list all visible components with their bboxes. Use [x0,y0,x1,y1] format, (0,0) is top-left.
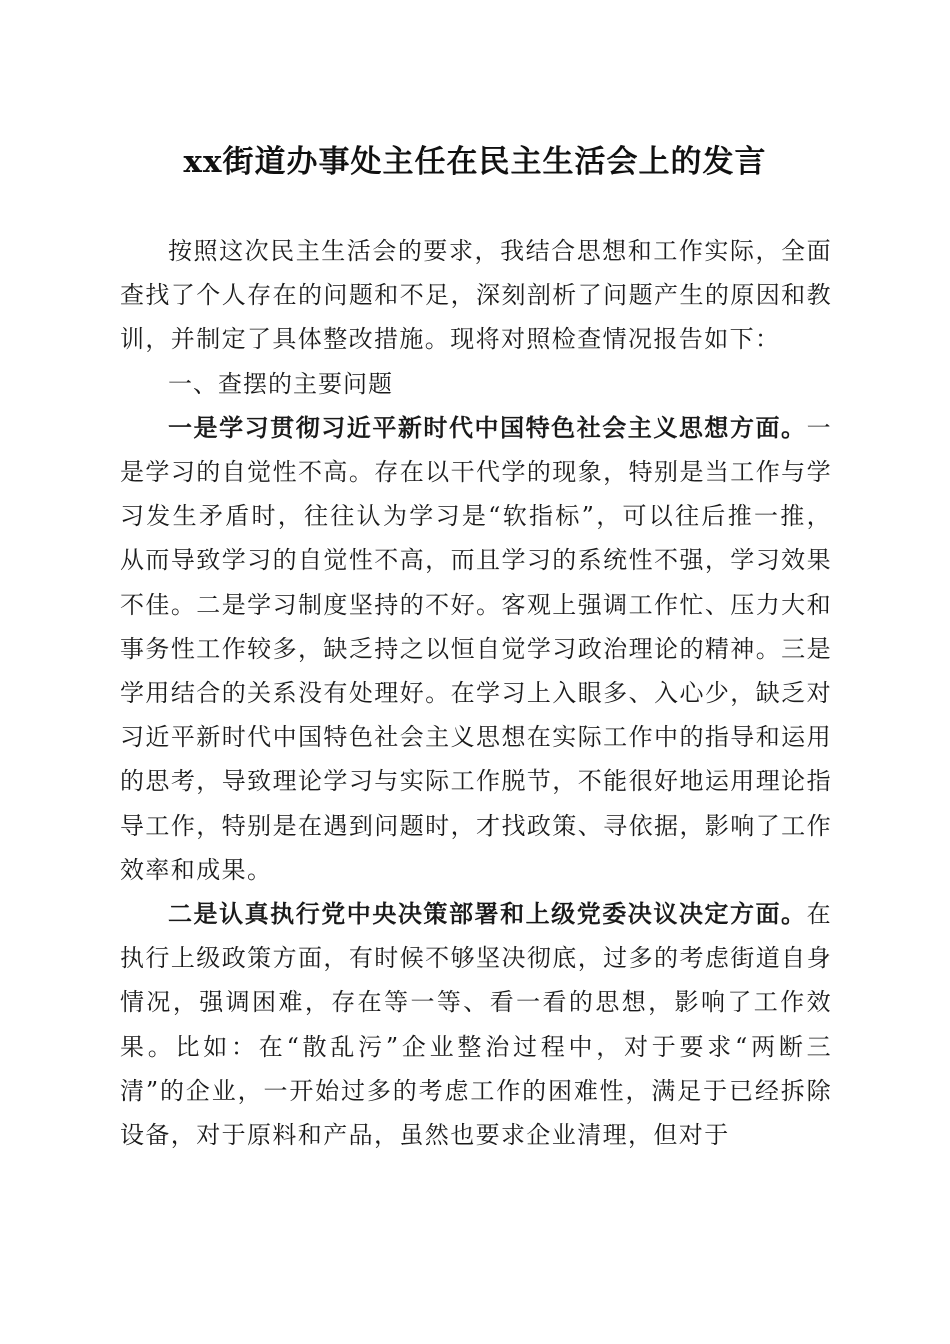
item-body: 一是学习的自觉性不高。存在以干代学的现象，特别是当工作与学习发生矛盾时，往往认为学习是“软指标”，可以往后推一推，从而导致学习的自觉性不高，而且学习的系统性不强，学习效果不佳。二是学习制度坚持的不好。客观上强调工作忙、压力大和事务性工作较多，缺乏持之以恒自觉学习政治理论的精神。三是学用结合的关系没有处理好。在学习上入眼多、入心少，缺乏对习近平新时代中国特色社会主义思想在实际工作中的指导和运用的思考，导致理论学习与实际工作脱节，不能很好地运用理论指导工作，特别是在遇到问题时，才找政策、寻依据，影响了工作效率和成果。 [120,413,832,884]
item-lead: 二是认真执行党中央决策部署和上级党委决议决定方面。 [168,899,807,929]
item-lead: 一是学习贯彻习近平新时代中国特色社会主义思想方面。 [168,412,807,442]
item-paragraph [120,892,832,1157]
item-paragraph [120,406,832,892]
intro-paragraph: 按照这次民主生活会的要求，我结合思想和工作实际，全面查找了个人存在的问题和不足，深刻剖析了问题产生的原因和教训，并制定了具体整改措施。现将对照检查情况报告如下： [120,237,832,354]
document-title: xx街道办事处主任在民主生活会上的发言 [183,144,767,180]
item-body: 在执行上级政策方面，有时候不够坚决彻底，过多的考虑街道自身情况，强调困难，存在等一等、看一看的思想，影响了工作效果。比如：在“散乱污”企业整治过程中，对于要求“两断三清”的企业，一开始过多的考虑工作的困难性，满足于已经拆除设备，对于原料和产品，虽然也要求企业清理，但对于 [120,900,832,1150]
section-heading: 一、查摆的主要问题 [168,369,393,398]
document-body [120,229,832,1157]
